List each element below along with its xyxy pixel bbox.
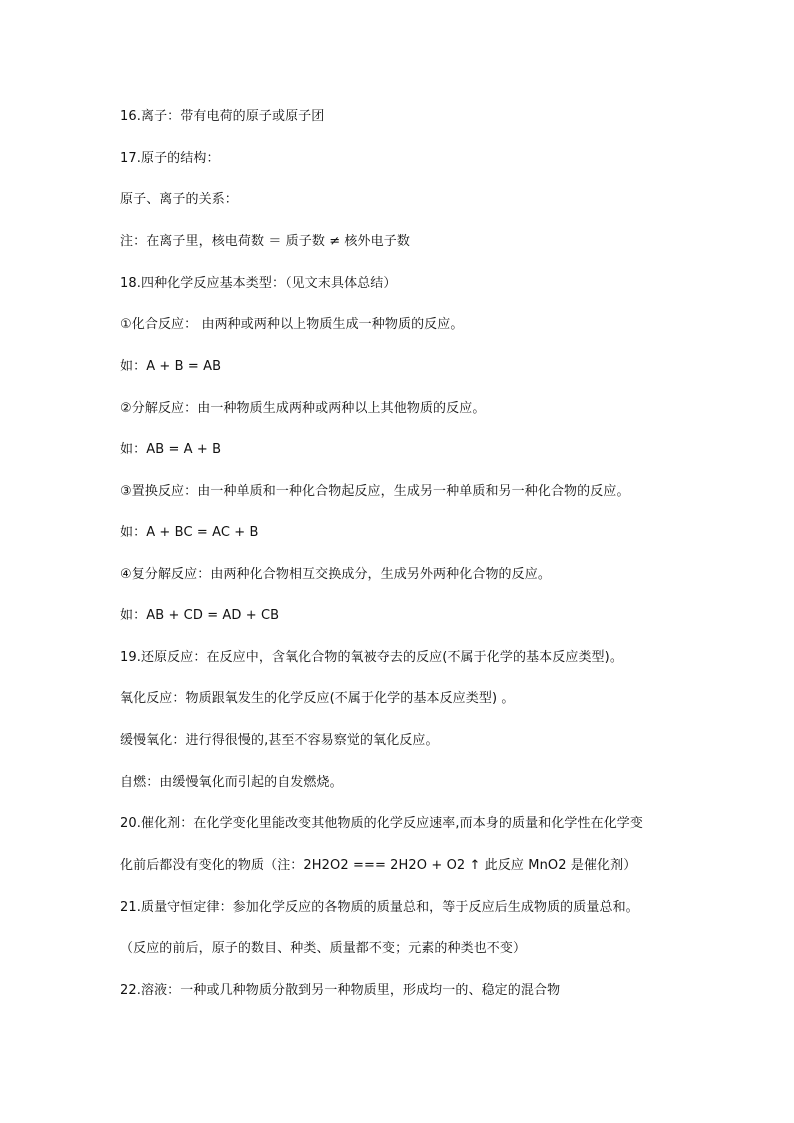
text-line-double-decomposition-example: 如：AB + CD = AD + CB — [120, 608, 280, 623]
text-line-displacement-example: 如：A + BC = AC + B — [120, 525, 259, 540]
text-line-decomposition-example: 如：AB = A + B — [120, 442, 222, 457]
text-line-atom-structure: 17.原子的结构： — [120, 151, 220, 166]
text-line-displacement-reaction: ③置换反应：由一种单质和一种化合物起反应，生成另一种单质和另一种化合物的反应。 — [120, 484, 630, 499]
text-line-atom-ion-relation: 原子、离子的关系： — [120, 192, 238, 207]
text-line-catalyst-definition: 20.催化剂：在化学变化里能改变其他物质的化学反应速率,而本身的质量和化学性在化学变 — [120, 816, 644, 831]
text-line-spontaneous-combustion: 自燃：由缓慢氧化而引起的自发燃烧。 — [120, 775, 343, 790]
text-line-solution-definition: 22.溶液：一种或几种物质分散到另一种物质里，形成均一的、稳定的混合物 — [120, 983, 561, 998]
text-line-conservation-of-mass: 21.质量守恒定律：参加化学反应的各物质的质量总和，等于反应后生成物质的质量总和。 — [120, 900, 639, 915]
text-line-slow-oxidation: 缓慢氧化：进行得很慢的,甚至不容易察觉的氧化反应。 — [120, 733, 439, 748]
text-line-nuclear-charge-note: 注：在离子里，核电荷数 ＝ 质子数 ≠ 核外电子数 — [120, 234, 410, 249]
text-line-double-decomposition: ④复分解反应：由两种化合物相互交换成分，生成另外两种化合物的反应。 — [120, 567, 551, 582]
text-line-catalyst-note: 化前后都没有变化的物质（注：2H2O2 === 2H2O + O2 ↑ 此反应 MnO2 是催化剂） — [120, 858, 637, 873]
text-line-combination-reaction: ①化合反应： 由两种或两种以上物质生成一种物质的反应。 — [120, 317, 464, 332]
text-line-combination-example: 如：A + B = AB — [120, 359, 222, 374]
text-line-oxidation-reaction: 氧化反应：物质跟氧发生的化学反应(不属于化学的基本反应类型) 。 — [120, 691, 515, 706]
text-line-decomposition-reaction: ②分解反应：由一种物质生成两种或两种以上其他物质的反应。 — [120, 401, 486, 416]
text-line-conservation-note: （反应的前后，原子的数目、种类、质量都不变；元素的种类也不变） — [120, 941, 527, 956]
text-line-reduction-reaction: 19.还原反应：在反应中，含氧化合物的氧被夺去的反应(不属于化学的基本反应类型)。 — [120, 650, 623, 665]
text-line-ion-definition: 16.离子：带有电荷的原子或原子团 — [120, 109, 325, 124]
text-line-reaction-types: 18.四种化学反应基本类型：（见文末具体总结） — [120, 276, 397, 291]
